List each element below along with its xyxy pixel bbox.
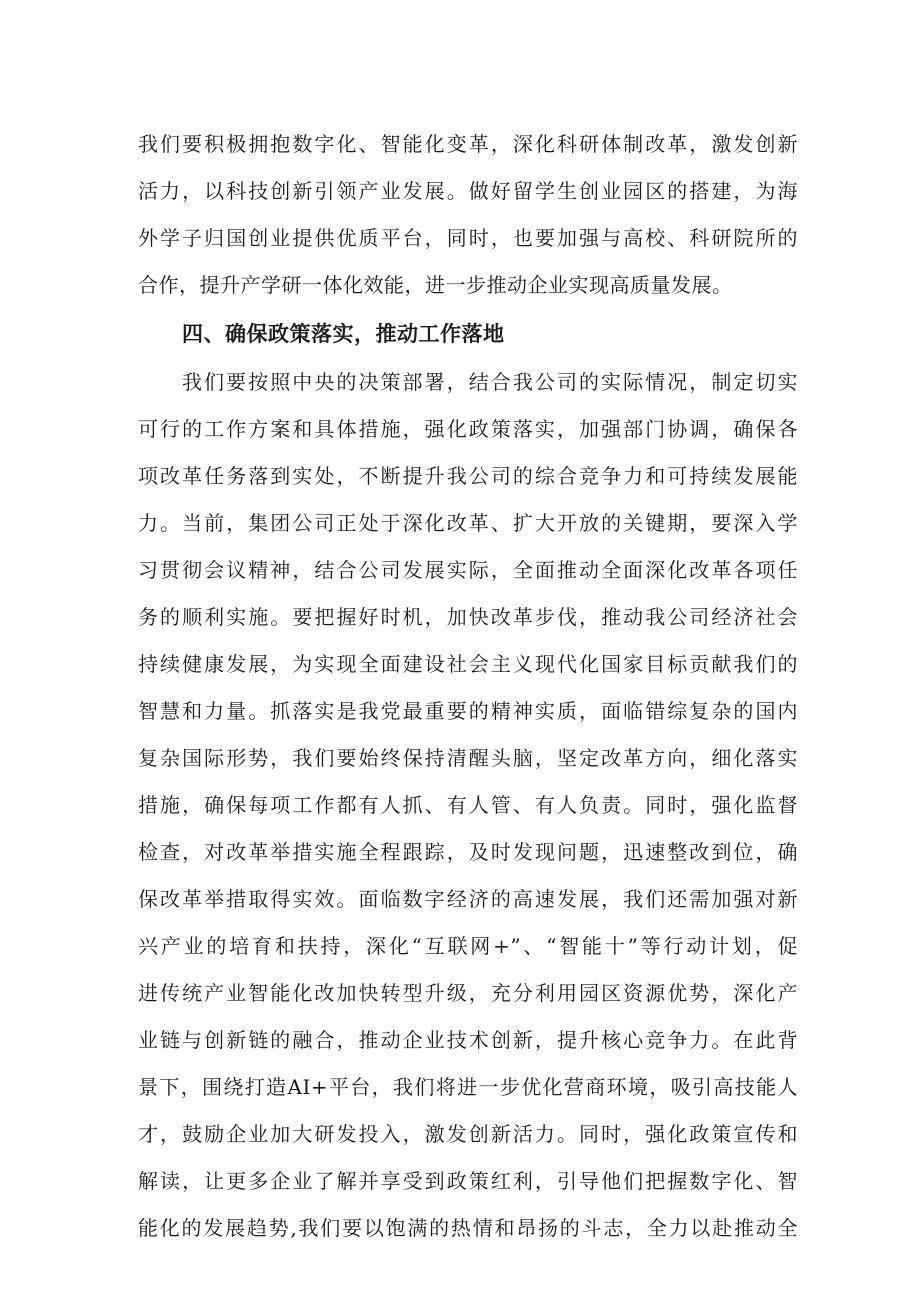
text-line: 习贯彻会议精神，结合公司发展实际，全面推动全面深化改革各项任 bbox=[138, 558, 798, 582]
text-line: 进传统产业智能化改加快转型升级，充分利用园区资源优势，深化产 bbox=[138, 981, 798, 1005]
text-line: 我们要积极拥抱数字化、智能化变革，深化科研体制改革，激发创新 bbox=[138, 132, 798, 156]
text-line: 景下，围绕打造AI+平台，我们将进一步优化营商环境，吸引高技能人 bbox=[138, 1075, 798, 1099]
text-line: 措施，确保每项工作都有人抓、有人管、有人负责。同时，强化监督 bbox=[138, 793, 798, 817]
section-heading: 四、确保政策落实，推动工作落地 bbox=[182, 322, 505, 346]
paragraph-2 bbox=[138, 359, 798, 1252]
text-line: 保改革举措取得实效。面临数字经济的高速发展，我们还需加强对新 bbox=[138, 887, 798, 911]
document-body bbox=[138, 121, 798, 1252]
text-line: 兴产业的培育和扶持，深化“互联网+”、“智能十”等行动计划，促 bbox=[138, 934, 798, 958]
text-line: 我们要按照中央的决策部署，结合我公司的实际情况，制定切实 bbox=[182, 370, 798, 394]
text-line: 才，鼓励企业加大研发投入，激发创新活力。同时，强化政策宣传和 bbox=[138, 1122, 798, 1146]
paragraph-1 bbox=[138, 121, 798, 309]
text-line: 解读，让更多企业了解并享受到政策红利，引导他们把握数字化、智 bbox=[138, 1169, 798, 1193]
text-line: 复杂国际形势，我们要始终保持清醒头脑，坚定改革方向，细化落实 bbox=[138, 746, 798, 770]
text-line: 可行的工作方案和具体措施，强化政策落实，加强部门协调，确保各 bbox=[138, 417, 798, 441]
text-line: 力。当前，集团公司正处于深化改革、扩大开放的关键期，要深入学 bbox=[138, 511, 798, 535]
text-line: 智慧和力量。抓落实是我党最重要的精神实质，面临错综复杂的国内 bbox=[138, 699, 798, 723]
text-line: 能化的发展趋势,我们要以饱满的热情和昂扬的斗志，全力以赴推动全 bbox=[138, 1216, 798, 1240]
text-line: 业链与创新链的融合，推动企业技术创新，提升核心竞争力。在此背 bbox=[138, 1028, 798, 1052]
text-line: 检查，对改革举措实施全程跟踪，及时发现问题，迅速整改到位，确 bbox=[138, 840, 798, 864]
text-line: 务的顺利实施。要把握好时机，加快改革步伐，推动我公司经济社会 bbox=[138, 605, 798, 629]
text-line: 持续健康发展，为实现全面建设社会主义现代化国家目标贡献我们的 bbox=[138, 652, 798, 676]
text-line: 外学子归国创业提供优质平台，同时，也要加强与高校、科研院所的 bbox=[138, 226, 798, 250]
text-line: 合作，提升产学研一体化效能，进一步推动企业实现高质量发展。 bbox=[138, 273, 733, 297]
text-line: 项改革任务落到实处，不断提升我公司的综合竞争力和可持续发展能 bbox=[138, 464, 798, 488]
text-line: 活力，以科技创新引领产业发展。做好留学生创业园区的搭建，为海 bbox=[138, 179, 798, 203]
